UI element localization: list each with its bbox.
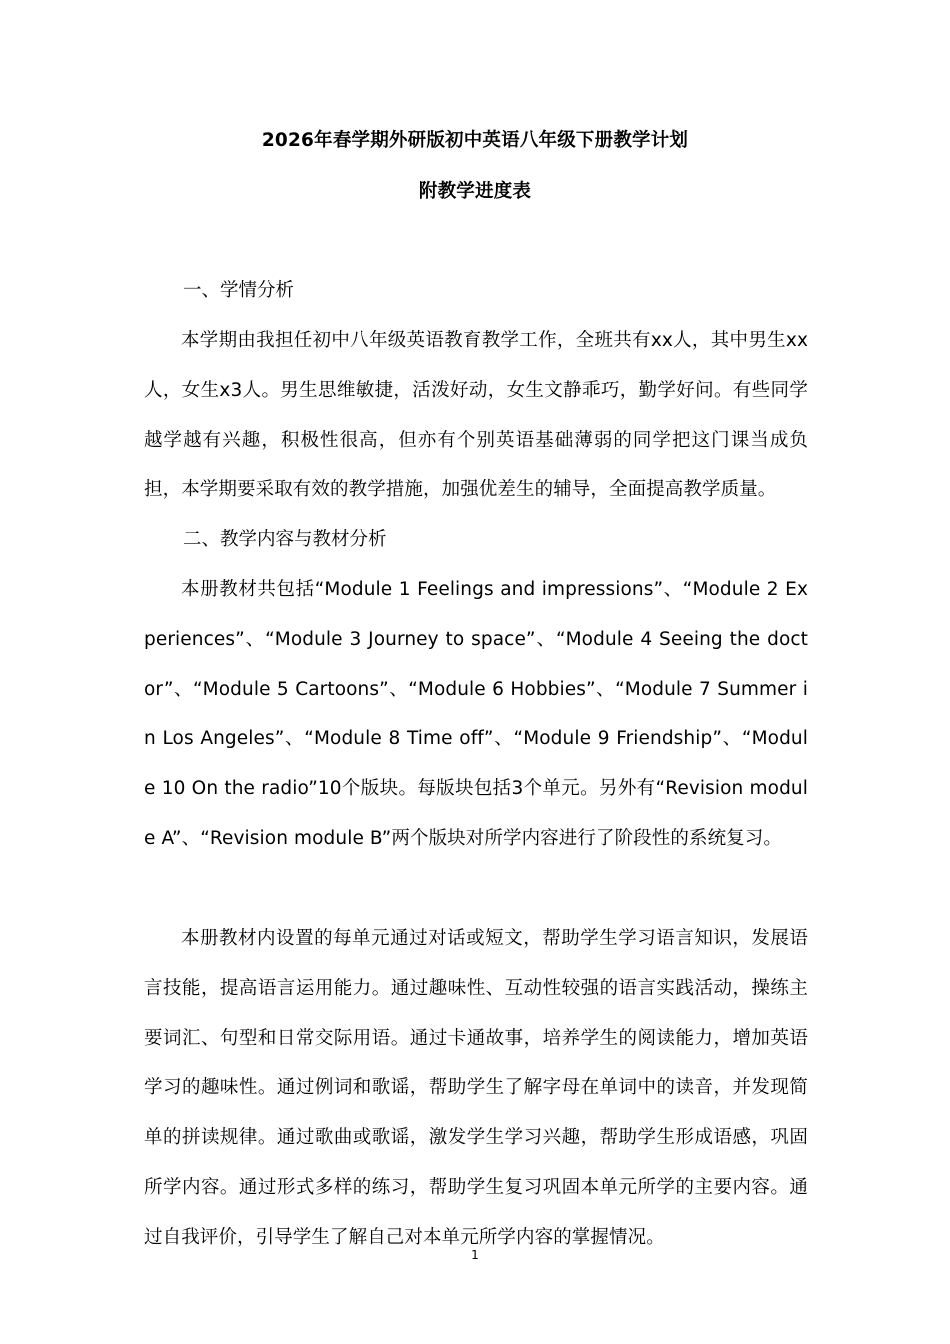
document-subtitle: 附教学进度表: [418, 181, 532, 202]
document-title: 2026年春学期外研版初中英语八年级下册教学计划: [261, 130, 689, 151]
paragraph-unit-design: 本册教材内设置的每单元通过对话或短文，帮助学生学习语言知识，发展语言技能，提高语言运用能力。通过趣味性、互动性较强的语言实践活动，操练主要词汇、句型和日常交际用语。通过卡通故事，培养学生的阅读能力，增加英语学习的趣味性。通过例词和歌谣，帮助学生了解字母在单词中的读音，并发现简单的拼读规律。通过歌曲或歌谣，激发学生学习兴趣，帮助学生形成语感，巩固所学内容。通过形式多样的练习，帮助学生复习巩固本单元所学的主要内容。通过自我评价，引导学生了解自己对本单元所学内容的掌握情况。: [144, 928, 808, 1248]
section-heading-content-analysis: 二、教学内容与教材分析: [183, 529, 387, 550]
paragraph-learning-analysis: 本学期由我担任初中八年级英语教育教学工作，全班共有xx人，其中男生xx人，女生x3人。男生思维敏捷，活泼好动，女生文静乖巧，勤学好问。有些同学越学越有兴趣，积极性很高，但亦有个别英语基础薄弱的同学把这门课当成负担，本学期要采取有效的教学措施，加强优差生的辅导，全面提高教学质量。: [144, 330, 808, 501]
page-number: 1: [471, 1248, 479, 1262]
section-heading-learning-analysis: 一、学情分析: [183, 280, 295, 301]
paragraph-module-list: 本册教材共包括“Module 1 Feelings and impressions”、“Module 2 Experiences”、“Module 3 Journey to space”、“Module 4 Seeing the doctor”、“Module 5 Cartoons”、“Module 6 Hobbies”、“Module 7 Summer in Los Angeles”、“Module 8 Time off”、“Module 9 Friendship”、“Module 10 On the radio”10个版块。每版块包括3个单元。另外有“Revision module A”、“Revision module B”两个版块对所学内容进行了阶段性的系统复习。: [144, 579, 808, 849]
